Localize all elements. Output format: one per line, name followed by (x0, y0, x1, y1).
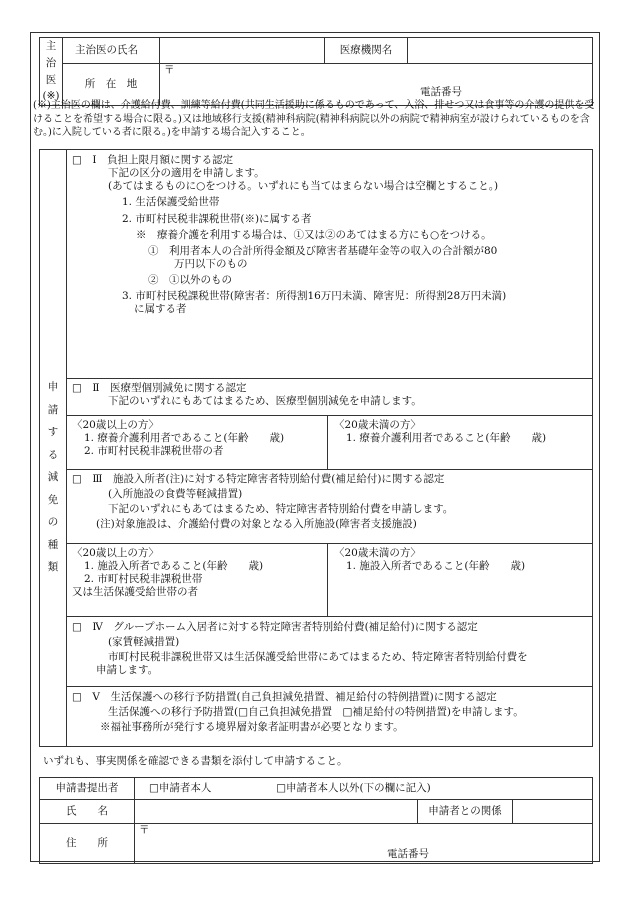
option-3-sub: (入所施設の食費等軽減措置) (108, 488, 243, 501)
option-2-age-table (66, 415, 592, 469)
option-5-desc: 生活保護への移行予防措置(□自己負担減免措置 □補足給付の特例措置)を申請します。 (108, 706, 524, 719)
applicant-address-label: 住 所 (40, 824, 135, 864)
option-2-adult (66, 416, 328, 469)
option-5-title: Ⅴ 生活保護への移行予防措置(自己負担減免措置、補足給付の特例措置)に関する認定 (92, 691, 497, 703)
option-4-desc: 市町村民税非課税世帯又は生活保護受給世帯にあてはまるため、特定障害者特別給付費を (108, 651, 528, 664)
option-2-adult-head: 〈20歳以上の方〉 (72, 419, 159, 431)
option-3-minor (328, 544, 592, 616)
option-3-minor-1: 1. 施設入所者であること(年齢 歳) (346, 560, 526, 573)
option-1-item-3-cont: に属する者 (134, 303, 187, 316)
option-3-desc: 下記のいずれにもあてはまるため、特定障害者特別給付費を申請します。 (108, 503, 454, 516)
option-1-desc: 下記の区分の適用を申請します。 (108, 167, 265, 180)
option-3-age-table (66, 543, 592, 616)
option-2-adult-1: 1. 療養介護利用者であること(年齢 歳) (84, 432, 285, 445)
option-2-checkbox[interactable]: □ (72, 382, 82, 394)
relation-field[interactable] (513, 800, 593, 824)
option-1-sub-1-cont: 万円以下のもの (174, 257, 248, 270)
option-3-checkbox[interactable]: □ (72, 473, 82, 485)
option-4 (66, 616, 592, 686)
postal-mark: 〒 (164, 63, 175, 76)
applicant-postal-mark: 〒 (139, 824, 150, 836)
option-3-note: (注)対象施設は、介護給付費の対象となる入所施設(障害者支援施設) (96, 518, 417, 531)
option-1-item-1: 1. 生活保護受給世帯 (122, 196, 220, 209)
submitter-options (135, 778, 593, 800)
attach-note: いずれも、事実関係を確認できる書類を添付して申請すること。 (43, 755, 348, 767)
relation-label: 申請者との関係 (418, 800, 513, 824)
applicant-phone-label: 電話番号 (387, 848, 429, 860)
option-4-checkbox[interactable]: □ (72, 621, 82, 633)
option-1-checkbox[interactable]: □ (72, 154, 82, 166)
option-2-adult-2: 2. 市町村民税非課税世帯の者 (84, 445, 224, 458)
option-1-note: ※ 療養介護を利用する場合は、①又は②のあてはまる方にも○をつける。 (136, 228, 492, 241)
option-4-sub: (家賃軽減措置) (108, 636, 180, 649)
submitter-label: 申請書提出者 (40, 778, 135, 800)
applicant-name-label: 氏 名 (40, 800, 135, 824)
submitter-self-option[interactable]: □申請者本人 (149, 781, 212, 794)
option-3-adult-2: 2. 市町村民税非課税世帯 (84, 573, 203, 586)
institution-field[interactable] (408, 38, 593, 64)
option-3-adult-1: 1. 施設入所者であること(年齢 歳) (84, 560, 264, 573)
option-5 (66, 686, 592, 742)
option-1-instruction: (あてはまるものに○をつける。いずれにも当てはまらない場合は空欄とすること。) (108, 180, 499, 193)
doctor-phone-label: 電話番号 (420, 85, 462, 98)
doctor-col-label: 主 治 医 (※) (40, 38, 63, 106)
option-2-desc: 下記のいずれにもあてはまるため、医療型個別減免を申請します。 (108, 395, 422, 408)
option-3-adult-3: 又は生活保護受給世帯の者 (72, 586, 198, 599)
option-5-note: ※福祉事務所が発行する境界層対象者証明書が必要となります。 (100, 721, 404, 734)
option-1-sub-2: ② ①以外のもの (148, 274, 232, 286)
applicant-name-field[interactable] (135, 800, 418, 824)
applicant-address-field[interactable] (135, 824, 593, 864)
doctor-table (39, 37, 593, 106)
option-3 (66, 469, 592, 543)
doctor-note: (※)主治医の欄は、介護給付費、訓練等給付費(共同生活援助に係るものであって、入浴、排せつ又は食事等の介護の提供を受けることを希望する場合に限る。)又は地域移行支援(精神科病院(精神科病院以外の病院で精神病室が設けられているものを含む。)に入院している者に限る。)を申請する場合記入すること。 (33, 100, 595, 138)
option-1 (66, 150, 592, 378)
option-4-title: Ⅳ グループホーム入居者に対する特定障害者特別給付費(補足給付)に関する認定 (92, 621, 478, 633)
option-1-item-3: 3. 市町村民税課税世帯(障害者：所得割16万円未満、障害児：所得割28万円未満) (122, 290, 507, 303)
option-5-checkbox[interactable]: □ (72, 691, 82, 703)
option-3-adult-head: 〈20歳以上の方〉 (72, 547, 159, 559)
form-frame (30, 32, 600, 862)
option-2-title: Ⅱ 医療型個別減免に関する認定 (92, 382, 247, 394)
option-2-minor-1: 1. 療養介護利用者であること(年齢 歳) (346, 432, 547, 445)
option-4-desc-cont: 申請します。 (96, 664, 159, 677)
option-3-title: Ⅲ 施設入所者(注)に対する特定障害者特別給付費(補足給付)に関する認定 (92, 473, 445, 485)
option-1-sub-1: ① 利用者本人の合計所得金額及び障害者基礎年金等の収入の合計額が80 (148, 244, 498, 257)
option-3-adult (66, 544, 328, 616)
doctor-name-label: 主治医の氏名 (63, 38, 160, 64)
submitter-other-option[interactable]: □申請者本人以外(下の欄に記入) (276, 781, 431, 794)
option-2-minor-head: 〈20歳未満の方〉 (334, 419, 421, 431)
option-1-title: Ⅰ 負担上限月額に関する認定 (92, 154, 234, 166)
option-1-item-2: 2. 市町村民税非課税世帯(※)に属する者 (122, 212, 312, 225)
section-label: 申 請 す る 減 免 の 種 類 (40, 150, 67, 746)
reduction-section (39, 149, 593, 747)
reduction-options (66, 150, 592, 742)
applicant-table (39, 777, 593, 864)
doctor-address-label: 所 在 地 (63, 63, 160, 105)
doctor-name-field[interactable] (160, 38, 325, 64)
institution-label: 医療機関名 (325, 38, 408, 64)
option-2-minor (328, 416, 592, 469)
option-3-minor-head: 〈20歳未満の方〉 (334, 547, 421, 559)
option-2 (66, 378, 592, 415)
